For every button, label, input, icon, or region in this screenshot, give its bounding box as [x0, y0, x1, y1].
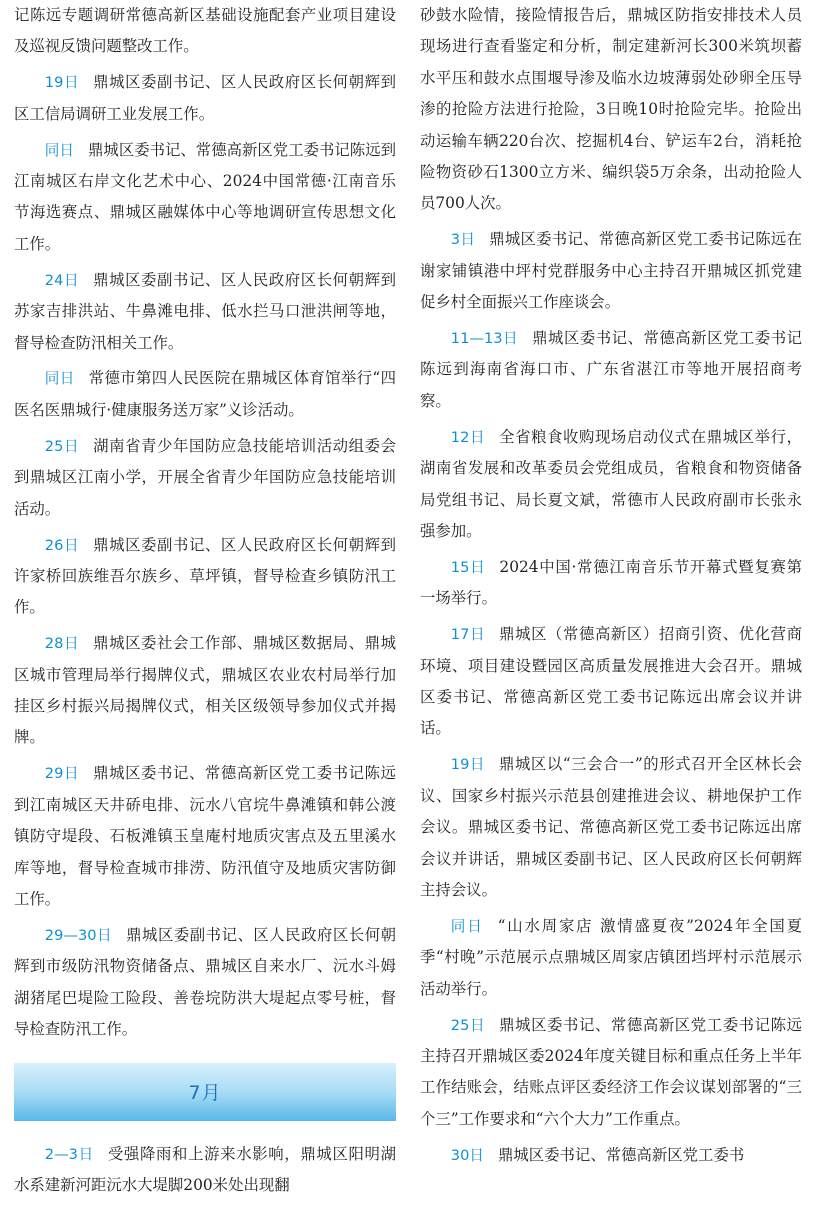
chronicle-entry: [420, 323, 802, 417]
chronicle-entry: [14, 135, 396, 261]
entry-date: 同日: [44, 141, 75, 159]
entry-text: 湖南省青少年国防应急技能培训活动组委会到鼎城区江南小学，开展全省青少年国防应急技能培训活动。: [14, 436, 396, 518]
entry-date: 30日: [450, 1146, 484, 1164]
chronicle-entry: [420, 1010, 802, 1136]
chronicle-entry: [14, 265, 396, 359]
entry-date: 12日: [450, 428, 486, 446]
entry-date: 同日: [44, 370, 75, 388]
entry-text: 鼎城区（常德高新区）招商引资、优化营商环境、项目建设暨园区高质量发展推进大会召开。鼎城区委书记、常德高新区党工委书记陈远出席会议并讲话。: [420, 625, 802, 738]
entry-text: “山水周家店 激情盛夏夜”2024年全国夏季“村晚”示范展示点鼎城区周家店镇团垱坪村示范展示活动举行。: [420, 916, 802, 998]
entry-date: 19日: [44, 74, 80, 92]
entry-date: 同日: [450, 917, 484, 935]
continuation-text: 记陈远专题调研常德高新区基础设施配套产业项目建设及巡视反馈问题整改工作。: [14, 6, 396, 56]
chronicle-entry: [14, 431, 396, 525]
entry-text: 受强降雨和上游来水影响，鼎城区阳明湖水系建新河距沅水大堤脚200米处出现翻: [14, 1144, 396, 1194]
chronicle-entry: [14, 628, 396, 754]
entry-text: 鼎城区委副书记、区人民政府区长何朝辉到市级防汛物资储备点、鼎城区自来水厂、沅水斗姆湖猪尾巴堤险工险段、善卷垸防洪大堤起点零号桩，督导检查防汛工作。: [14, 925, 396, 1039]
continuation-text: 砂鼓水险情，接险情报告后，鼎城区防指安排技术人员现场进行查看鉴定和分析，制定建新河长300米筑坝蓄水平压和鼓水点围堰导渗及临水边坡薄弱处砂卵全压导渗的抢险方法进行抢险，3日晚10时抢险完毕。抢险出动运输车辆220台次、挖掘机4台、铲运车2台，消耗抢险物资砂石1300立方米、编织袋5万余条，出动抢险人员700人次。: [420, 6, 802, 213]
entry-date: 15日: [450, 558, 486, 576]
chronicle-entry: [420, 1140, 802, 1171]
chronicle-entry: [14, 758, 396, 915]
month-heading: 7月: [188, 1082, 222, 1104]
entry-date: 3日: [450, 231, 476, 249]
left-column: [14, 0, 396, 1206]
entry-date: 26日: [44, 536, 80, 554]
entry-text: 鼎城区委副书记、区人民政府区长何朝辉到苏家吉排洪站、牛鼻滩电排、低水拦马口泄洪闸等地，督导检查防汛相关工作。: [14, 270, 396, 352]
entry-text: 常德市第四人民医院在鼎城区体育馆举行“四医名医鼎城行·健康服务送万家”义诊活动。: [14, 369, 396, 419]
entry-date: 25日: [44, 437, 80, 455]
entry-text: 鼎城区委副书记、区人民政府区长何朝辉到区工信局调研工业发展工作。: [14, 73, 396, 123]
entry-date: 2—3日: [44, 1145, 94, 1163]
entry-date: 17日: [450, 626, 486, 644]
entry-text: 鼎城区委社会工作部、鼎城区数据局、鼎城区城市管理局举行揭牌仪式，鼎城区农业农村局举行加挂区乡村振兴局揭牌仪式，相关区级领导参加仪式并揭牌。: [14, 634, 396, 747]
entry-text: 鼎城区委书记、常德高新区党工委书: [497, 1145, 745, 1164]
entry-text: 鼎城区以“三会合一”的形式召开全区林长会议、国家乡村振兴示范县创建推进会议、耕地保护工作会议。鼎城区委书记、常德高新区党工委书记陈远出席会议并讲话，鼎城区委副书记、区人民政府区长何朝辉主持会议。: [420, 755, 802, 899]
entry-date: 29—30日: [44, 926, 113, 944]
entry-text: 鼎城区委书记、常德高新区党工委书记陈远主持召开鼎城区委2024年度关键目标和重点任务上半年工作结账会，结账点评区委经济工作会议谋划部署的“三个三”工作要求和“六个大力”工作重点。: [420, 1015, 802, 1128]
chronicle-entry: [420, 749, 802, 906]
entry-text: 鼎城区委书记、常德高新区党工委书记陈远到江南城区天井硚电排、沅水八官垸牛鼻滩镇和韩公渡镇防守堤段、石板滩镇玉皇庵村地质灾害点及五里溪水库等地，督导检查城市排涝、防汛值守及地质灾害防御工作。: [14, 764, 396, 908]
entry-text: 全省粮食收购现场启动仪式在鼎城区举行，湖南省发展和改革委员会党组成员，省粮食和物资储备局党组书记、局长夏文斌，常德市人民政府副市长张永强参加。: [420, 427, 802, 540]
entry-text: 鼎城区委书记、常德高新区党工委书记陈远到江南城区右岸文化艺术中心、2024中国常德·江南音乐节海选赛点、鼎城区融媒体中心等地调研宣传思想文化工作。: [14, 140, 396, 253]
chronicle-entry: [14, 1139, 396, 1202]
entry-date: 29日: [44, 765, 80, 783]
chronicle-entry: [420, 619, 802, 745]
entry-text: 鼎城区委书记、常德高新区党工委书记陈远到海南省海口市、广东省湛江市等地开展招商考察。: [420, 329, 802, 410]
left-after-month-entries: [14, 1139, 396, 1202]
entry-text: 鼎城区委书记、常德高新区党工委书记陈远在谢家铺镇港中坪村党群服务中心主持召开鼎城区抓党建促乡村全面振兴工作座谈会。: [420, 230, 802, 312]
entry-text: 2024中国·常德江南音乐节开幕式暨复赛第一场举行。: [420, 557, 802, 608]
chronicle-entry: [420, 552, 802, 615]
month-heading-bar: [14, 1063, 396, 1121]
chronicle-entry: [420, 422, 802, 548]
entry-date: 11—13日: [450, 330, 519, 348]
right-column: [420, 0, 802, 1176]
chronicle-entry: [420, 911, 802, 1005]
entry-text: 鼎城区委副书记、区人民政府区长何朝辉到许家桥回族维吾尔族乡、草坪镇，督导检查乡镇防汛工作。: [14, 535, 396, 617]
chronicle-entry: [14, 363, 396, 426]
right-entries: [420, 224, 802, 1171]
chronicle-entry: [420, 224, 802, 318]
chronicle-entry: [14, 67, 396, 130]
entry-date: 25日: [450, 1016, 486, 1034]
entry-date: 19日: [450, 756, 486, 774]
entry-date: 24日: [44, 271, 80, 289]
chronicle-entry: [14, 920, 396, 1046]
left-entries: [14, 67, 396, 1045]
entry-date: 28日: [44, 635, 80, 653]
chronicle-entry: [14, 530, 396, 624]
